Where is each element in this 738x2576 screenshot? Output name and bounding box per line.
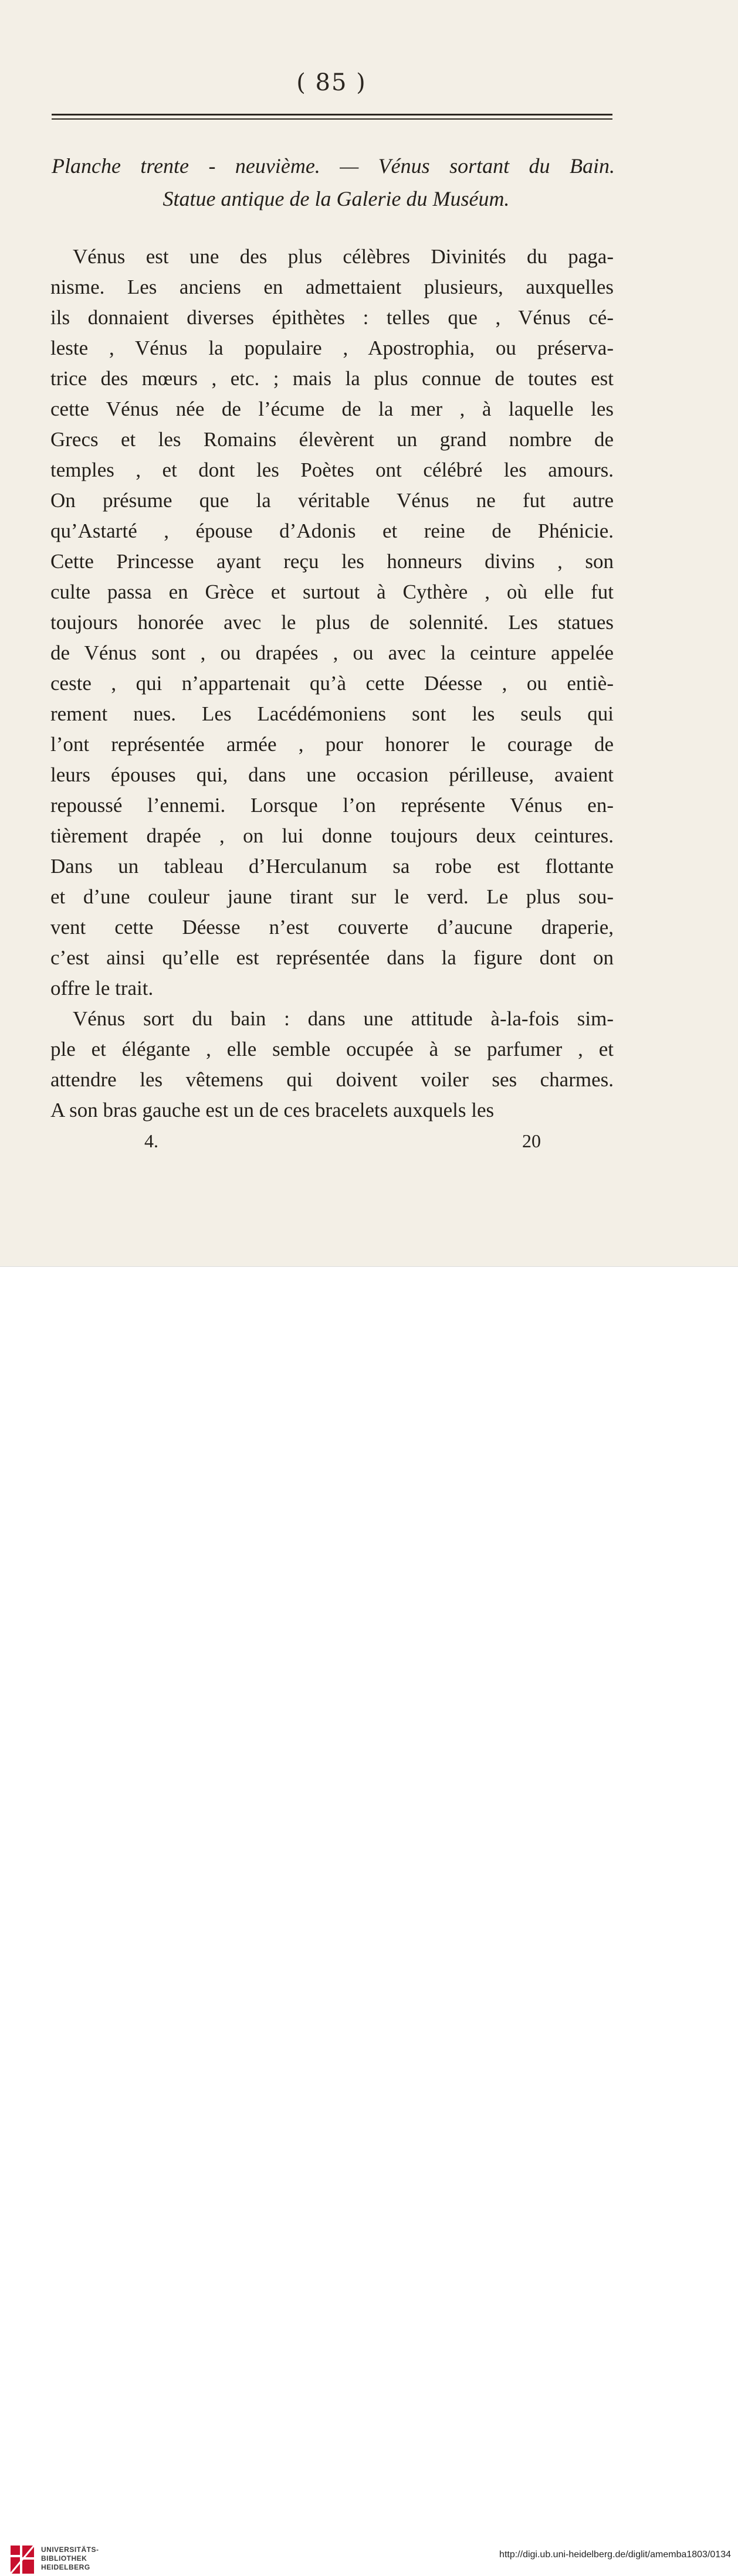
- library-name-line-2: BIBLIOTHEK: [41, 2554, 87, 2563]
- caption-line-1: Planche trente - neuvième. — Vénus sortant du Bain.: [52, 154, 615, 178]
- text-line: ceste , qui n’appartenait qu’à cette Déesse , ou entiè-: [50, 672, 614, 695]
- text-line: Cette Princesse ayant reçu les honneurs divins , son: [50, 550, 614, 573]
- text-line: qu’Astarté , épouse d’Adonis et reine de Phénicie.: [50, 519, 614, 542]
- signature-mark-left: 4.: [144, 1130, 158, 1151]
- text-line: attendre les vêtemens qui doivent voiler ses charmes.: [50, 1068, 614, 1091]
- text-line: nisme. Les anciens en admettaient plusieurs, auxquelles: [50, 276, 614, 298]
- library-name-line-3: HEIDELBERG: [41, 2563, 90, 2571]
- page-number: ( 85 ): [296, 69, 367, 96]
- text-line: vent cette Déesse n’est couverte d’aucune draperie,: [50, 916, 614, 939]
- header-rule-thin: [52, 118, 612, 120]
- text-line: offre le trait.: [50, 977, 154, 1000]
- signature-mark-right: 20: [522, 1130, 541, 1151]
- text-line: Dans un tableau d’Herculanum sa robe est flottante: [50, 855, 614, 878]
- text-line: trice des mœurs , etc. ; mais la plus connue de toutes est: [50, 367, 614, 390]
- text-line: culte passa en Grèce et surtout à Cythère , où elle fut: [50, 580, 614, 603]
- text-line: de Vénus sont , ou drapées , ou avec la ceinture appelée: [50, 641, 614, 664]
- text-line: tièrement drapée , on lui donne toujours deux ceintures.: [50, 824, 614, 847]
- text-line: A son bras gauche est un de ces bracelets auxquels les: [50, 1099, 495, 1122]
- text-line: temples , et dont les Poètes ont célébré les amours.: [50, 458, 614, 481]
- text-line: et d’une couleur jaune tirant sur le verd. Le plus sou-: [50, 885, 614, 908]
- text-line: On présume que la véritable Vénus ne fut autre: [50, 489, 614, 512]
- university-library-logo-icon: [8, 2543, 36, 2576]
- text-line: Grecs et les Romains élevèrent un grand nombre de: [50, 428, 614, 451]
- text-line: c’est ainsi qu’elle est représentée dans la figure dont on: [50, 946, 614, 969]
- text-line: rement nues. Les Lacédémoniens sont les seuls qui: [50, 702, 614, 725]
- caption-line-2: Statue antique de la Galerie du Muséum.: [163, 187, 510, 210]
- text-line: leste , Vénus la populaire , Apostrophia, ou préserva-: [50, 337, 614, 359]
- text-line: leurs épouses qui, dans une occasion périlleuse, avaient: [50, 763, 614, 786]
- header-rule-thick: [52, 114, 612, 115]
- text-line: Vénus sort du bain : dans une attitude à-la-fois sim-: [73, 1007, 614, 1030]
- text-line: ple et élégante , elle semble occupée à se parfumer , et: [50, 1038, 614, 1061]
- text-line: toujours honorée avec le plus de solennité. Les statues: [50, 611, 614, 634]
- permalink-url[interactable]: http://digi.ub.uni-heidelberg.de/diglit/amemba1803/0134: [499, 2550, 731, 2560]
- text-line: cette Vénus née de l’écume de la mer , à laquelle les: [50, 397, 614, 420]
- library-name-line-1: UNIVERSITÄTS-: [41, 2546, 99, 2554]
- text-line: ils donnaient diverses épithètes : telles que , Vénus cé-: [50, 306, 614, 329]
- text-line: l’ont représentée armée , pour honorer le courage de: [50, 733, 614, 756]
- viewer-footer: [0, 1266, 738, 2571]
- text-line: Vénus est une des plus célèbres Divinités du paga-: [73, 245, 614, 268]
- library-name: [41, 2546, 99, 2572]
- scanned-page: [0, 0, 738, 1266]
- text-line: repoussé l’ennemi. Lorsque l’on représente Vénus en-: [50, 794, 614, 817]
